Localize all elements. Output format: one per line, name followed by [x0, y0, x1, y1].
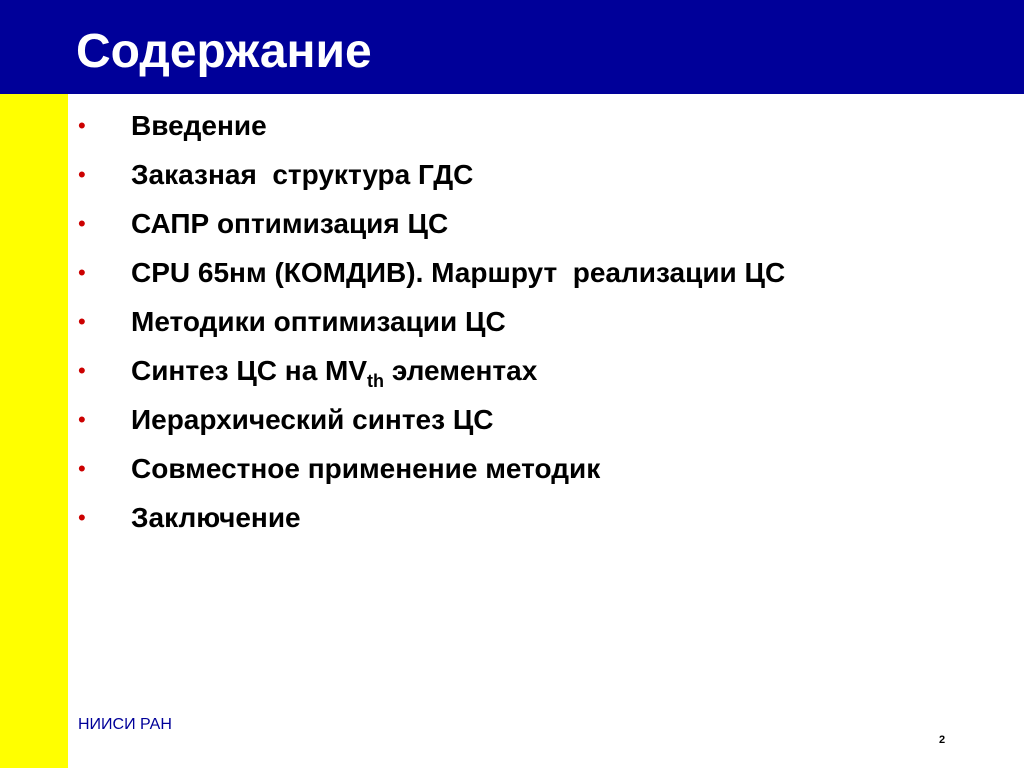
- list-item: [0, 345, 1000, 394]
- list-item-text: Совместное применение методик: [131, 453, 601, 484]
- list-item-text: Заказная структура ГДС: [131, 159, 474, 190]
- bullet-icon: •: [78, 309, 86, 334]
- list-item: [0, 100, 1000, 149]
- list-item-text-main: Синтез ЦС на MV: [131, 355, 368, 386]
- bullet-icon: •: [78, 505, 86, 530]
- bullet-icon: •: [78, 456, 86, 481]
- page-number: 2: [938, 734, 946, 746]
- list-item-text: САПР оптимизация ЦС: [131, 208, 449, 239]
- slide-title: Содержание: [76, 25, 372, 78]
- list-item: [0, 296, 1000, 345]
- list-item: [0, 247, 1000, 296]
- subscript-th: th: [367, 371, 385, 391]
- bullet-icon: •: [78, 358, 86, 383]
- list-item-text: Иерархический синтез ЦС: [131, 404, 494, 435]
- bullet-icon: •: [78, 260, 86, 285]
- list-item: [0, 149, 1000, 198]
- list-item: [0, 394, 1000, 443]
- bullet-icon: •: [78, 407, 86, 432]
- list-item: [0, 198, 1000, 247]
- list-item-text: Введение: [131, 110, 267, 141]
- footer-organization: НИИСИ РАН: [78, 716, 172, 733]
- bullet-icon: •: [78, 211, 86, 236]
- list-item: [0, 443, 1000, 492]
- list-item: [0, 492, 1000, 541]
- list-item-text-tail: элементах: [384, 355, 538, 386]
- bullet-icon: •: [78, 162, 86, 187]
- list-item-text: Заключение: [131, 502, 301, 533]
- list-item-text: [131, 353, 537, 389]
- bullet-icon: •: [78, 113, 86, 138]
- contents-list: [0, 100, 1000, 541]
- list-item-text: Методики оптимизации ЦС: [131, 306, 506, 337]
- list-item-text: CPU 65нм (КОМДИВ). Маршрут реализации ЦС: [131, 257, 786, 288]
- header-bar: [0, 0, 1024, 94]
